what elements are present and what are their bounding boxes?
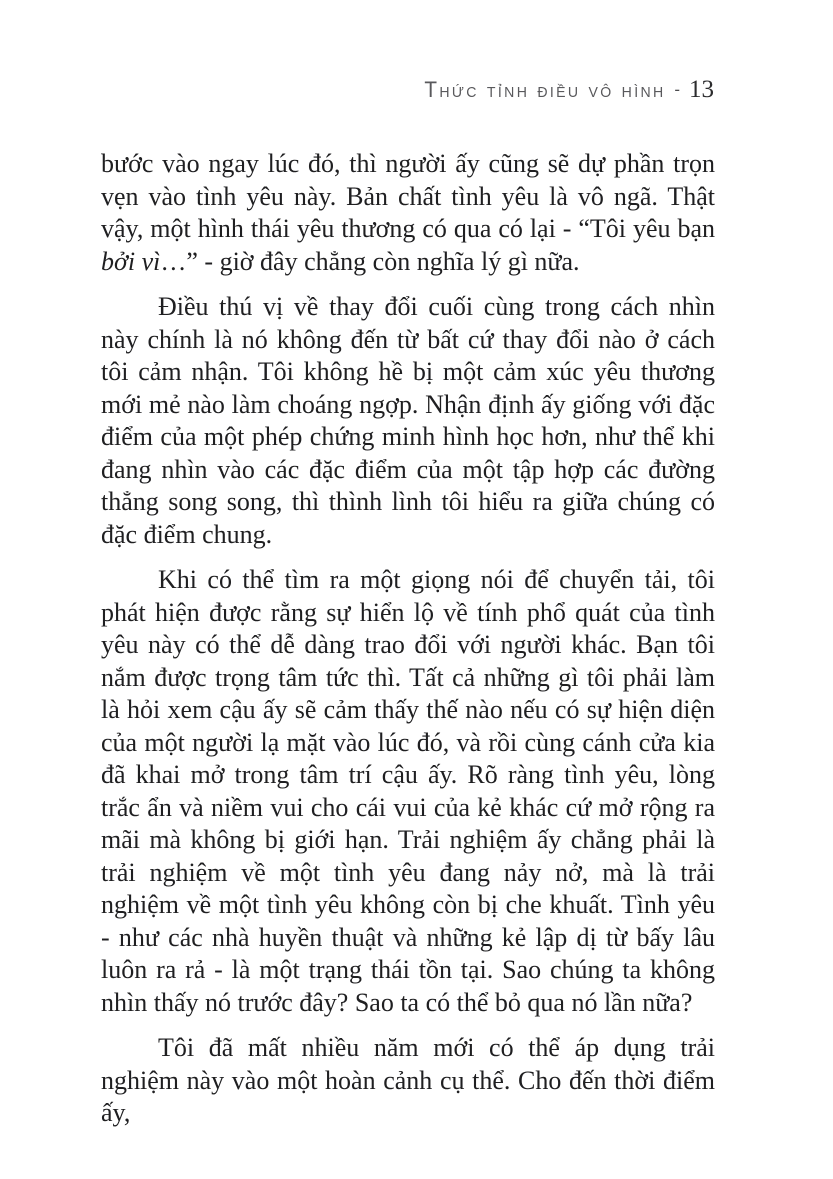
paragraph-1 — [101, 148, 715, 278]
paragraph-1-text: bước vào ngay lúc đó, thì người ấy cũng sẽ dự phần trọn vẹn vào tình yêu này. Bản chất tình yêu là vô ngã. Thật vậy, một hình thái yêu thương có qua có lại - “Tôi yêu bạn — [101, 149, 715, 243]
page-number: 13 — [689, 76, 714, 103]
page-body — [101, 148, 715, 1143]
header-separator: - — [674, 80, 680, 99]
running-title: Thức tỉnh điều vô hình — [424, 77, 666, 102]
paragraph-1-italic-phrase: bởi vì — [101, 246, 161, 276]
paragraph-3: Khi có thể tìm ra một giọng nói để chuyển tải, tôi phát hiện được rằng sự hiển lộ về tính phổ quát của tình yêu này có thể dễ dàng trao đổi với người khác. Bạn tôi nắm được trọng tâm tức thì. Tất cả những gì tôi phải làm là hỏi xem cậu ấy sẽ cảm thấy thế nào nếu có sự hiện diện của một người lạ mặt vào lúc đó, và rồi cùng cánh cửa kia đã khai mở trong tâm trí cậu ấy. Rõ ràng tình yêu, lòng trắc ẩn và niềm vui cho cái vui của kẻ khác cứ mở rộng ra mãi mà không bị giới hạn. Trải nghiệm ấy chẳng phải là trải nghiệm về một tình yêu đang nảy nở, mà là trải nghiệm về một tình yêu không còn bị che khuất. Tình yêu - như các nhà huyền thuật và những kẻ lập dị từ bấy lâu luôn ra rả - là một trạng thái tồn tại. Sao chúng ta không nhìn thấy nó trước đây? Sao ta có thể bỏ qua nó lần nữa? — [101, 565, 715, 1017]
page-header — [409, 76, 714, 104]
paragraph-4: Tôi đã mất nhiều năm mới có thể áp dụng trải nghiệm này vào một hoàn cảnh cụ thể. Cho đến thời điểm ấy, — [101, 1033, 715, 1127]
paragraph-1-text-end: …” - giờ đây chẳng còn nghĩa lý gì nữa. — [160, 246, 580, 276]
paragraph-2: Điều thú vị về thay đổi cuối cùng trong cách nhìn này chính là nó không đến từ bất cứ thay đổi nào ở cách tôi cảm nhận. Tôi không hề bị một cảm xúc yêu thương mới mẻ nào làm choáng ngợp. Nhận định ấy giống với đặc điểm của một phép chứng minh hình học hơn, như thể khi đang nhìn vào các đặc điểm của một tập hợp các đường thẳng song song, thì thình lình tôi hiểu ra giữa chúng có đặc điểm chung. — [101, 292, 715, 549]
